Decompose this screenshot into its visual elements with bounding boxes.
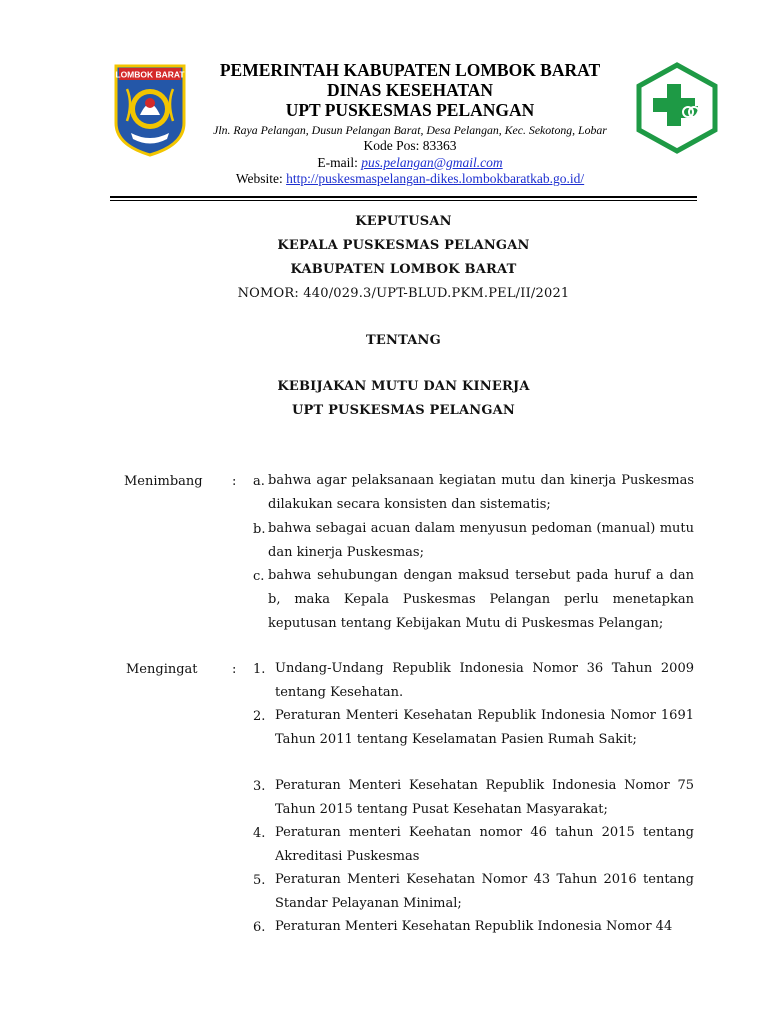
- menimbang-mark-a: a.: [253, 474, 265, 489]
- mengingat-item-6: Peraturan Menteri Kesehatan Republik Indonesia Nomor 44: [275, 919, 673, 934]
- email-label: E-mail:: [317, 154, 362, 170]
- menimbang-colon: :: [232, 474, 237, 489]
- mengingat-mark-3: 3.: [253, 779, 266, 794]
- decree-subject-1: KEBIJAKAN MUTU DAN KINERJA: [277, 379, 530, 394]
- mengingat-item-3: Peraturan Menteri Kesehatan Republik Indonesia Nomor 75 Tahun 2015 tentang Pusat Kesehatan Masyarakat;: [275, 778, 694, 817]
- letterhead-email: [190, 156, 630, 170]
- mengingat-label: Mengingat: [126, 662, 198, 677]
- decree-heading: KEPUTUSAN: [355, 214, 452, 229]
- mengingat-mark-6: 6.: [253, 920, 266, 935]
- menimbang-label: Menimbang: [124, 474, 203, 489]
- mengingat-item-5: Peraturan Menteri Kesehatan Nomor 43 Tahun 2016 tentang Standar Pelayanan Minimal;: [275, 872, 694, 911]
- website-link[interactable]: http://puskesmaspelangan-dikes.lombokbaratkab.go.id/: [286, 171, 585, 187]
- mengingat-colon: :: [232, 662, 237, 677]
- puskesmas-emblem: [636, 62, 718, 154]
- mengingat-mark-1: 1.: [253, 662, 266, 677]
- mengingat-mark-4: 4.: [253, 826, 266, 841]
- mengingat-item-2: Peraturan Menteri Kesehatan Republik Indonesia Nomor 1691 Tahun 2011 tentang Keselamatan Pasien Rumah Sakit;: [275, 708, 694, 747]
- tentang-heading: TENTANG: [366, 333, 441, 348]
- decree-region: KABUPATEN LOMBOK BARAT: [290, 262, 517, 277]
- mengingat-item-1: Undang-Undang Republik Indonesia Nomor 36 Tahun 2009 tentang Kesehatan.: [275, 661, 694, 700]
- menimbang-item-b: bahwa sebagai acuan dalam menyusun pedoman (manual) mutu dan kinerja Puskesmas;: [268, 521, 694, 560]
- letterhead-government: PEMERINTAH KABUPATEN LOMBOK BARAT: [219, 60, 601, 80]
- letterhead-address: Jln. Raya Pelangan, Dusun Pelangan Barat, Desa Pelangan, Kec. Sekotong, Lobar: [213, 122, 607, 137]
- letterhead-website: [190, 172, 630, 186]
- emblem-text: LOMBOK BARAT: [115, 69, 185, 80]
- letterhead-department: DINAS KESEHATAN: [326, 79, 494, 100]
- letterhead: [190, 62, 630, 186]
- mengingat-mark-5: 5.: [253, 873, 266, 888]
- menimbang-item-c: bahwa sehubungan dengan maksud tersebut pada huruf a dan b, maka Kepala Puskesmas Pelangan perlu menetapkan keputusan tentang Kebijakan Mutu di Puskesmas Pelangan;: [268, 568, 694, 631]
- menimbang-mark-b: b.: [253, 522, 266, 537]
- lombok-barat-emblem: [113, 63, 187, 157]
- mengingat-item-4: Peraturan menteri Keehatan nomor 46 tahun 2015 tentang Akreditasi Puskesmas: [275, 825, 694, 864]
- letterhead-institution: UPT PUSKESMAS PELANGAN: [285, 100, 535, 120]
- letterhead-postal-code: Kode Pos: 83363: [363, 138, 457, 154]
- decree-subject-2: UPT PUSKESMAS PELANGAN: [291, 403, 516, 418]
- decree-number: NOMOR: 440/029.3/UPT-BLUD.PKM.PEL/II/2021: [237, 286, 570, 301]
- decree-issuer: KEPALA PUSKESMAS PELANGAN: [277, 238, 530, 253]
- menimbang-mark-c: c.: [253, 569, 265, 584]
- letterhead-rule-thin: [110, 200, 697, 201]
- website-label: Website:: [235, 171, 287, 187]
- menimbang-item-a: bahwa agar pelaksanaan kegiatan mutu dan kinerja Puskesmas dilakukan secara konsisten dan sistematis;: [268, 473, 694, 512]
- email-link[interactable]: pus.pelangan@gmail.com: [361, 154, 503, 170]
- mengingat-mark-2: 2.: [253, 709, 266, 724]
- letterhead-rule: [110, 196, 697, 198]
